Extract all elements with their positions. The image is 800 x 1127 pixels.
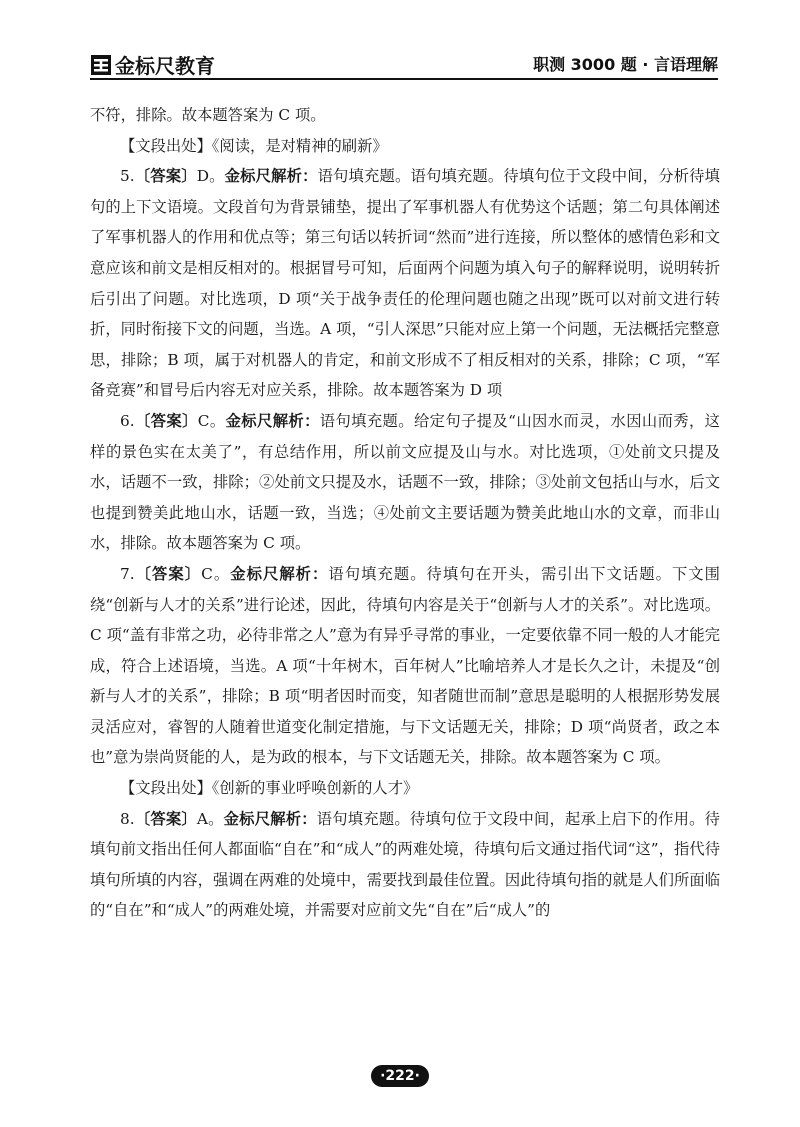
analysis-text: 语句填充题。待填句在开头，需引出下文话题。下文围绕“创新与人才的关系”进行论述，因此，待填句内容是关于“创新与人才的关系”。对比选项。C 项“盖有非常之功，必待非常之人”意为有异乎寻常的事业，一定要依靠不同一般的人才能完成，符合上述语境，当选。A 项“十年树木，百年树人”比喻培养人才是长久之计，未提及“创新与人才的关系”，排除；B 项“明者因时而变，知者随世而制”意思是聪明的人根据形势发展灵活应对，睿智的人随着世道变化制定措施，与下文话题无关，排除；D 项“尚贤者，政之本也”意为崇尚贤能的人，是为政的根本，与下文话题无关，排除。故本题答案为 C 项。 [90,564,720,767]
question-number: 7. [120,564,135,583]
answer-explanations [90,100,720,926]
answer-value: A。 [196,809,224,828]
question-number: 6. [120,411,135,430]
question-number: 8. [120,809,135,828]
question-explanation-6 [90,406,720,559]
answer-value: C。 [201,564,231,583]
question-explanation-8 [90,804,720,926]
analysis-label: 金标尺解析： [224,167,318,186]
answer-label: 〔答案〕 [134,167,197,186]
answer-value: C。 [197,411,226,430]
answer-value: D。 [196,167,225,186]
analysis-text: 语句填充题。语句填充题。待填句位于文段中间，分析待填句的上下文语境。文段首句为背景铺垫，提出了军事机器人有优势这个话题；第二句具体阐述了军事机器人的作用和优点等；第三句话以转折词“然而”进行连接，所以整体的感情色彩和文意应该和前文是相反相对的。根据冒号可知，后面两个问题为填入句子的解释说明，说明转折后引出了问题。对比选项，D 项“关于战争责任的伦理问题也随之出现”既可以对前文进行转折，同时衔接下文的问题，当选。A 项，“引人深思”只能对应上第一个问题，无法概括完整意思，排除；B 项，属于对机器人的肯定，和前文形成不了相反相对的关系，排除；C 项，“军备竞赛”和冒号后内容无对应关系，排除。故本题答案为 D 项 [90,167,720,400]
analysis-label: 金标尺解析： [230,564,329,583]
analysis-label: 金标尺解析： [223,809,317,828]
source-reference: 【文段出处】《创新的事业呼唤创新的人才》 [120,779,419,798]
source-reference: 【文段出处】《阅读，是对精神的刷新》 [120,136,388,155]
analysis-label: 金标尺解析： [225,411,320,430]
question-number: 5. [120,167,135,186]
brand-name: 金标尺教育 [115,54,215,78]
answer-label: 〔答案〕 [134,564,202,583]
page-header [90,44,718,80]
analysis-text: 语句填充题。待填句位于文段中间，起承上启下的作用。待填句前文指出任何人都面临“自在”和“成人”的两难处境，待填句后文通过指代词“这”，指代待填句所填的内容，强调在两难的处境中，需要找到最佳位置。因此待填句指的就是人们所面临的“自在”和“成人”的两难处境，并需要对应前文先“自在”后“成人”的 [90,809,720,920]
header-divider [90,78,718,80]
answer-label: 〔答案〕 [134,809,197,828]
brand-logo-icon [90,54,112,76]
continued-paragraph: 不符，排除。故本题答案为 C 项。 [90,106,326,124]
analysis-text: 语句填充题。给定句子提及“山因水而灵，水因山而秀，这样的景色实在太美了”，有总结作用，所以前文应提及山与水。对比选项，①处前文只提及水，话题不一致，排除；②处前文只提及水，话题不一致，排除；③处前文包括山与水，后文也提到赞美此地山水，话题一致，当选；④处前文主要话题为赞美此地山水的文章，而非山水，排除。故本题答案为 C 项。 [90,411,720,553]
page-number: ·222· [371,1065,429,1087]
question-explanation-7 [90,559,720,773]
question-explanation-5 [90,161,720,406]
answer-label: 〔答案〕 [134,411,198,430]
book-title: 职测 3000 题 · 言语理解 [533,55,718,74]
brand [90,50,215,79]
